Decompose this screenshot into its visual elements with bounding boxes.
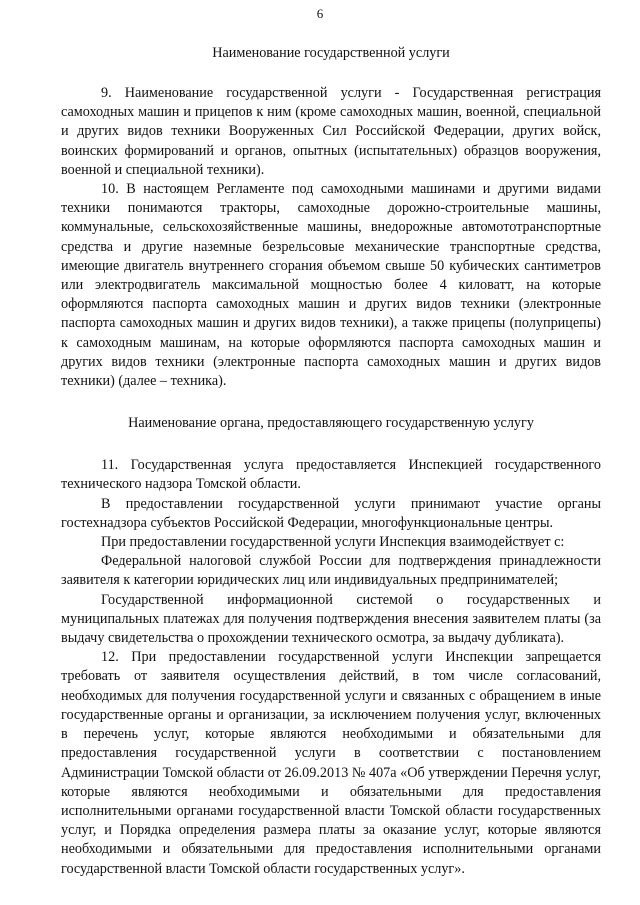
- paragraph-participants: В предоставлении государственной услуги принимают участие органы гостехнадзора субъектов Российской Федерации, многофункциональные центры.: [61, 495, 601, 531]
- section-heading-service-provider: Наименование органа, предоставляющего государственную услугу: [128, 415, 534, 432]
- document-body: [61, 44, 601, 879]
- paragraph-9: 9. Наименование государственной услуги - Государственная регистрация самоходных машин и прицепов к ним (кроме самоходных машин, военной, специальной и других видов техники Вооруженных Сил Российской Федерации, других войск, воинских формирований и органов, опытных (испытательных) образцов вооружения, военной и специальной техники).: [61, 85, 601, 178]
- page-number: 6: [316, 6, 324, 21]
- paragraph-11: 11. Государственная услуга предоставляется Инспекцией государственного технического надзора Томской области.: [61, 457, 601, 493]
- paragraph-10: 10. В настоящем Регламенте под самоходными машинами и другими видами техники понимаются тракторы, самоходные дорожно-строительные машины, коммунальные, сельскохозяйственные машины, внедорожные автомототранспортные средства и другие наземные безрельсовые механические транспортные средства, имеющие двигатель внутреннего сгорания объемом свыше 50 кубических сантиметров или электродвигатель максимальной мощностью более 4 киловатт, на которые оформляются паспорта самоходных машин и других видов техники (электронные паспорта самоходных машин и других видов техники), а также прицепы (полуприцепы) к самоходным машинам, на которые оформляются паспорта самоходных машин и других видов техники (электронные паспорта самоходных машин и других видов техники) (далее – техника).: [61, 181, 601, 390]
- section-heading-service-name: Наименование государственной услуги: [212, 45, 450, 61]
- paragraph-interaction: При предоставлении государственной услуги Инспекция взаимодействует с:: [101, 534, 565, 551]
- paragraph-payments-system: Государственной информационной системой о государственных и муниципальных платежах для получения подтверждения внесения заявителем платы (за выдачу свидетельства о прохождении технического осмотра, за выдачу дубликата).: [61, 591, 601, 647]
- paragraph-tax-service: Федеральной налоговой службой России для подтверждения принадлежности заявителя к категории юридических лиц или индивидуальных предпринимателей;: [61, 553, 601, 589]
- paragraph-12: 12. При предоставлении государственной услуги Инспекции запрещается требовать от заявителя осуществления действий, в том числе согласований, необходимых для получения государственной услуги и связанных с обращением в иные государственные органы и организации, за исключением получения услуг, включенных в перечень услуг, которые являются необходимыми и обязательными для предоставления государственной услуги в соответствии с постановлением Администрации Томской области от 26.09.2013 № 407а «Об утверждении Перечня услуг, которые являются необходимыми и обязательными для предоставления исполнительными органами государственной власти Томской области государственных услуг, и Порядка определения размера платы за оказание услуг, которые являются необходимыми и обязательными для предоставления исполнительными органами государственной власти Томской области государственных услуг».: [61, 649, 601, 877]
